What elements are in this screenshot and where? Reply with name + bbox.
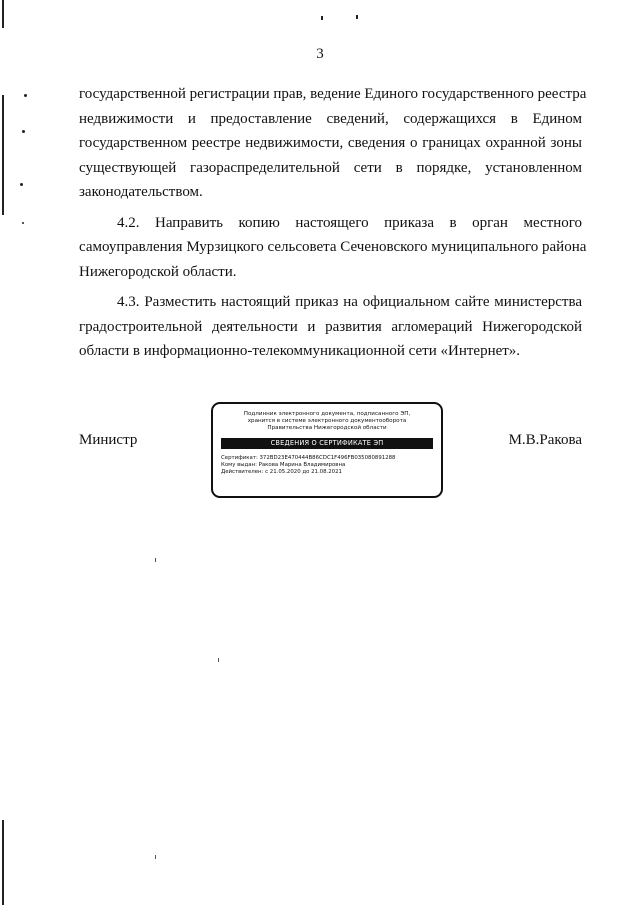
stamp-note-line: Подлинник электронного документа, подписанного ЭП, <box>243 411 411 417</box>
stamp-note <box>221 411 433 433</box>
text-line: государственном реестре недвижимости, сведения о границах охранной зоны <box>79 135 582 151</box>
paragraph-4-2 <box>79 211 587 285</box>
certificate-owner: Кому выдан: Ракова Марина Владимировна <box>221 461 346 468</box>
text-line: законодательством. <box>79 184 203 200</box>
text-line: государственной регистрации прав, ведение Единого государственного реестра <box>79 86 587 102</box>
paragraph-4-3 <box>79 290 582 364</box>
scan-speck <box>155 558 156 562</box>
stamp-details <box>221 455 433 476</box>
signer-title: Министр <box>79 432 138 448</box>
digital-signature-stamp <box>211 402 443 498</box>
document-body <box>79 82 587 364</box>
certificate-validity: Действителен: с 21.05.2020 до 21.08.2021 <box>221 468 342 475</box>
text-line: градостроительной деятельности и развития агломераций Нижегородской <box>79 318 582 335</box>
scan-dot <box>321 16 323 20</box>
scan-dot <box>22 222 24 224</box>
stamp-note-line: хранится в системе электронного документооборота <box>247 418 407 425</box>
certificate-number: Сертификат: 372BD23E470444B86CDC1F496FB035080891288 <box>221 454 396 461</box>
paragraph-continuation <box>79 82 587 205</box>
scan-speck <box>218 658 219 662</box>
text-line: недвижимости и предоставление сведений, содержащихся в Едином <box>79 110 582 127</box>
text-line: Нижегородской области. <box>79 263 237 280</box>
scan-dot <box>356 15 358 19</box>
scan-dot <box>22 130 25 133</box>
text-line: 4.2. Направить копию настоящего приказа в орган местного <box>117 214 582 231</box>
text-line: 4.3. Разместить настоящий приказ на официальном сайте министерства <box>117 294 582 310</box>
scan-speck <box>155 855 156 859</box>
scan-mark <box>2 0 4 28</box>
signer-name: М.В.Ракова <box>508 432 582 448</box>
scan-dot <box>24 94 27 97</box>
text-line: существующей газораспределительной сети в порядке, установленном <box>79 159 582 176</box>
scan-mark <box>2 95 4 215</box>
text-line: области в информационно-телекоммуникационной сети «Интернет». <box>79 343 521 359</box>
stamp-header: СВЕДЕНИЯ О СЕРТИФИКАТЕ ЭП <box>221 438 433 449</box>
stamp-note-line: Правительства Нижегородской области <box>267 425 387 432</box>
signature-block <box>0 402 640 502</box>
page-number: 3 <box>316 46 324 62</box>
scan-mark <box>2 820 4 905</box>
scan-dot <box>20 183 23 186</box>
text-line: самоуправления Мурзицкого сельсовета Сеченовского муниципального района <box>79 239 587 255</box>
